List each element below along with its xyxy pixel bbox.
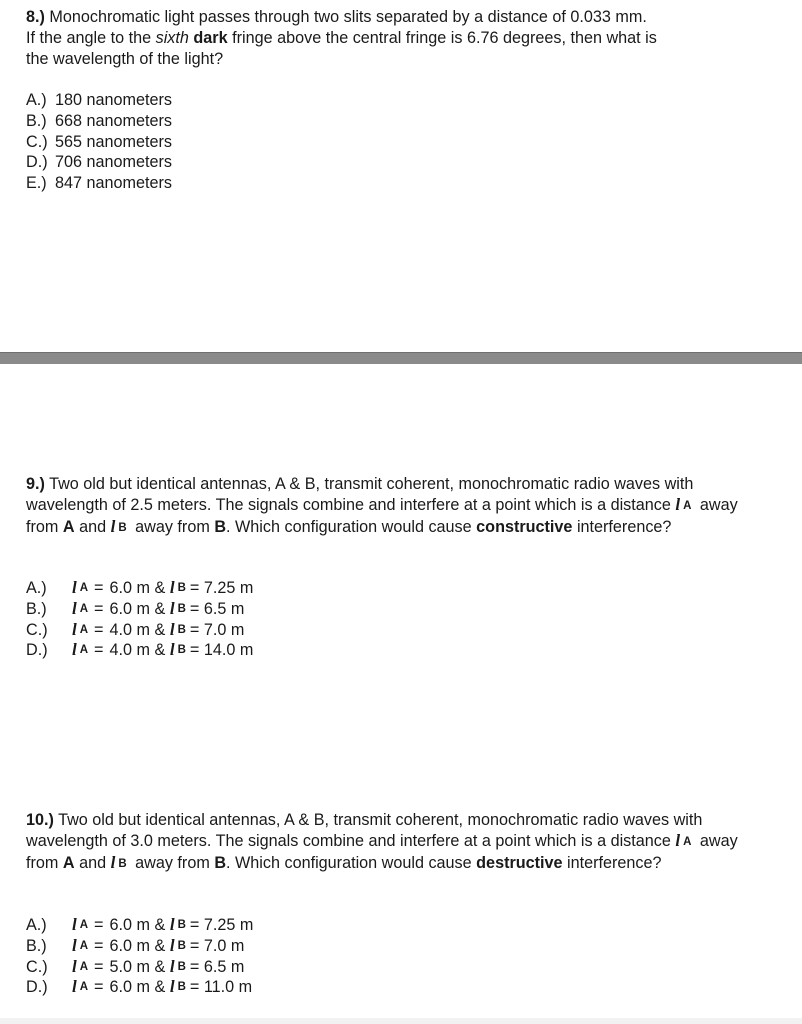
q8-bold-dark: dark <box>193 28 228 47</box>
ell-symbol: l <box>72 598 77 618</box>
choice-row[interactable] <box>26 173 172 194</box>
ell-symbol: l <box>675 830 681 850</box>
subscript-a: A <box>79 623 89 636</box>
q9-bold-a: A <box>62 517 75 536</box>
q10-text-5: . Which configuration would cause <box>226 853 472 872</box>
equals-sign: = <box>94 978 104 997</box>
choice-row[interactable] <box>26 599 253 620</box>
ell-symbol: l <box>72 935 77 955</box>
ell-symbol: l <box>169 915 175 934</box>
q9-text-5: . Which configuration would cause <box>226 517 472 536</box>
ampersand: & <box>154 957 166 976</box>
choice-row[interactable] <box>26 132 172 153</box>
choice-label: C.) <box>26 957 48 976</box>
choice-row[interactable] <box>26 957 253 978</box>
q8-line3: the wavelength of the light? <box>26 49 224 68</box>
equals-sign: = <box>94 599 104 618</box>
question-9-number: 9.) <box>26 475 45 493</box>
choice-label: B.) <box>26 936 47 955</box>
subscript-a: A <box>683 499 692 512</box>
subscript-b: B <box>177 960 186 973</box>
ell-symbol: l <box>72 619 77 639</box>
choice-label: D.) <box>26 641 48 660</box>
choice-text: 565 nanometers <box>55 132 172 151</box>
ell-symbol: l <box>169 977 175 997</box>
choice-text: 668 nanometers <box>55 111 172 130</box>
subscript-b: B <box>177 939 186 952</box>
choice-row[interactable] <box>26 620 253 641</box>
subscript-a: A <box>79 644 89 657</box>
choice-a-value: 6.0 m <box>109 599 151 618</box>
choice-a-value: 5.0 m <box>109 957 151 976</box>
question-10-number: 10.) <box>26 811 54 829</box>
choice-row[interactable] <box>26 152 172 173</box>
choice-row[interactable] <box>26 936 253 957</box>
ell-symbol: l <box>110 516 116 536</box>
q8-italic-sixth: sixth <box>155 28 189 47</box>
ampersand: & <box>154 936 166 955</box>
subscript-b: B <box>177 919 186 931</box>
page-1 <box>0 0 802 352</box>
q10-text-1: Two old but identical antennas, A & B, transmit coherent, monochromatic radio waves with wavelength of 3.0 meters. The signals combine and interfere at a point which is a distance <box>26 811 703 850</box>
equals-sign: = <box>94 957 104 976</box>
ampersand: & <box>154 599 166 618</box>
choice-a-value: 6.0 m <box>109 916 151 934</box>
ampersand: & <box>154 579 166 597</box>
ampersand: & <box>154 620 166 639</box>
page-divider <box>0 352 802 364</box>
choice-label: C.) <box>26 620 48 639</box>
choice-b-value: = 7.0 m <box>189 936 245 955</box>
equals-sign: = <box>94 579 104 597</box>
choice-label: C.) <box>26 132 48 151</box>
choice-text: 847 nanometers <box>55 174 172 193</box>
ell-symbol: l <box>169 935 175 955</box>
ell-symbol: l <box>72 977 77 997</box>
q9-bold-b: B <box>214 517 227 536</box>
subscript-a: A <box>79 602 89 615</box>
ell-symbol: l <box>169 578 175 597</box>
choice-label: A.) <box>26 916 47 934</box>
question-9-choices <box>26 578 253 661</box>
choice-a-value: 6.0 m <box>109 936 151 955</box>
choice-label: A.) <box>26 91 47 109</box>
choice-a-value: 4.0 m <box>109 620 151 639</box>
equals-sign: = <box>94 620 104 639</box>
choice-b-value: = 7.25 m <box>189 579 254 597</box>
ell-symbol: l <box>169 619 175 639</box>
question-8-stem <box>26 7 746 69</box>
page-bottom-edge <box>0 1018 802 1024</box>
q9-text-2: away from <box>26 495 738 536</box>
choice-row[interactable] <box>26 640 253 661</box>
choice-a-value: 6.0 m <box>109 579 151 597</box>
choice-row[interactable] <box>26 111 172 132</box>
q8-line1: Monochromatic light passes through two slits separated by a distance of 0.033 mm. <box>49 8 647 26</box>
choice-label: A.) <box>26 579 47 597</box>
question-10-stem <box>26 810 746 874</box>
choice-row[interactable] <box>26 977 253 998</box>
subscript-a: A <box>79 582 89 594</box>
q9-text-4: away from <box>135 517 210 536</box>
q10-text-4: away from <box>135 853 210 872</box>
subscript-b: B <box>118 857 127 870</box>
ell-symbol: l <box>169 640 175 660</box>
ell-symbol: l <box>72 578 77 597</box>
question-8-choices <box>26 90 172 194</box>
q10-bold-a: A <box>62 853 75 872</box>
choice-row[interactable] <box>26 578 253 599</box>
choice-label: B.) <box>26 599 47 618</box>
subscript-a: A <box>79 939 89 952</box>
ampersand: & <box>154 978 166 997</box>
choice-row[interactable] <box>26 915 253 936</box>
equals-sign: = <box>94 916 104 934</box>
question-10-choices <box>26 915 253 998</box>
choice-b-value: = 6.5 m <box>189 957 245 976</box>
choice-b-value: = 14.0 m <box>189 641 254 660</box>
choice-b-value: = 7.0 m <box>189 620 245 639</box>
question-8-number: 8.) <box>26 8 45 26</box>
subscript-b: B <box>177 981 186 994</box>
ell-symbol: l <box>72 640 77 660</box>
ell-symbol: l <box>675 494 681 514</box>
choice-a-value: 6.0 m <box>109 978 151 997</box>
choice-b-value: = 11.0 m <box>189 978 253 997</box>
subscript-a: A <box>683 835 692 848</box>
page-2 <box>0 364 802 1024</box>
ell-symbol: l <box>72 915 77 934</box>
q9-text-6: interference? <box>576 517 672 536</box>
choice-label: D.) <box>26 153 48 172</box>
ell-symbol: l <box>169 598 175 618</box>
choice-label: B.) <box>26 111 47 130</box>
q10-text-2: away from <box>26 831 738 872</box>
subscript-b: B <box>177 644 186 657</box>
q10-text-6: interference? <box>567 853 662 872</box>
q10-bold-b: B <box>214 853 227 872</box>
choice-text: 180 nanometers <box>55 91 172 109</box>
equals-sign: = <box>94 936 104 955</box>
ell-symbol: l <box>72 956 77 976</box>
subscript-a: A <box>79 960 89 973</box>
choice-a-value: 4.0 m <box>109 641 151 660</box>
q9-bold-constructive: constructive <box>476 517 573 536</box>
q8-line2b: fringe above the central fringe is 6.76 degrees, then what is <box>232 28 657 47</box>
subscript-a: A <box>79 981 89 994</box>
ampersand: & <box>154 641 166 660</box>
choice-label: E.) <box>26 174 47 193</box>
q9-text-1: Two old but identical antennas, A & B, transmit coherent, monochromatic radio waves with wavelength of 2.5 meters. The signals combine and interfere at a point which is a distance <box>26 475 694 514</box>
q10-text-3: and <box>79 853 107 872</box>
subscript-b: B <box>177 582 186 594</box>
ampersand: & <box>154 916 166 934</box>
choice-b-value: = 6.5 m <box>189 599 245 618</box>
ell-symbol: l <box>110 852 116 872</box>
subscript-a: A <box>79 919 89 931</box>
q9-text-3: and <box>79 517 107 536</box>
subscript-b: B <box>177 602 186 615</box>
equals-sign: = <box>94 641 104 660</box>
question-9-stem <box>26 474 746 538</box>
choice-b-value: = 7.25 m <box>189 916 254 934</box>
ell-symbol: l <box>169 956 175 976</box>
choice-label: D.) <box>26 978 48 997</box>
choice-row[interactable] <box>26 90 172 111</box>
choice-text: 706 nanometers <box>55 153 172 172</box>
subscript-b: B <box>177 623 186 636</box>
subscript-b: B <box>118 521 127 534</box>
q8-line2a: If the angle to the <box>26 28 152 47</box>
q10-bold-destructive: destructive <box>476 853 563 872</box>
